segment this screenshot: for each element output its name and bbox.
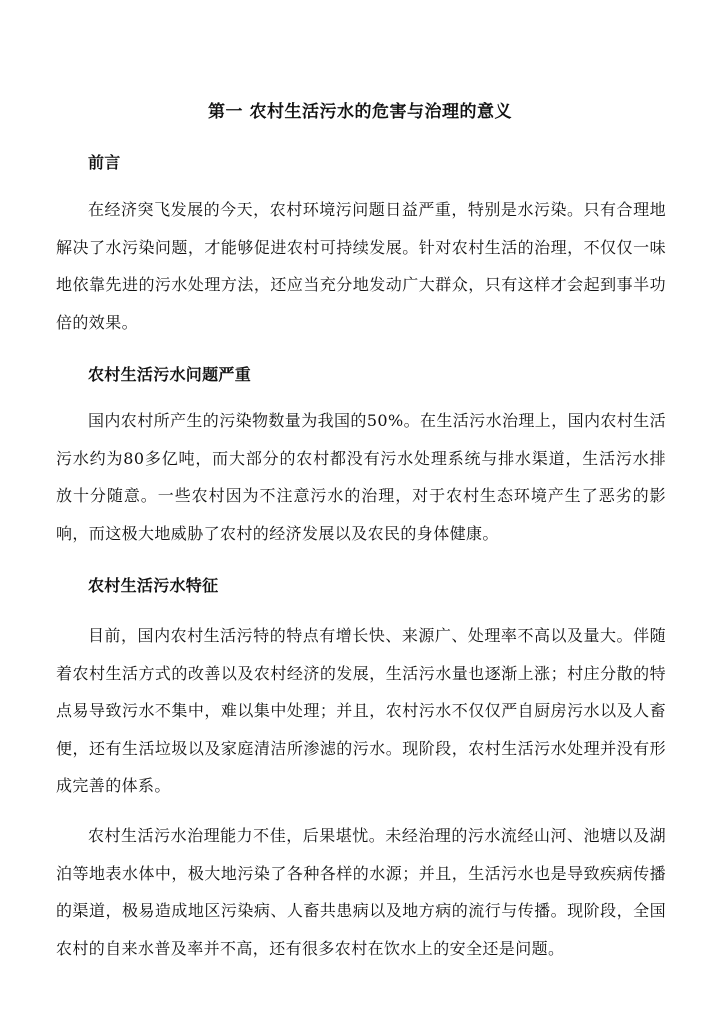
section-heading-features: 农村生活污水特征 [88, 576, 219, 595]
section-heading-problem: 农村生活污水问题严重 [88, 365, 252, 384]
paragraph-problem: 国内农村所产生的污染物数量为我国的50%。在生活污水治理上，国内农村生活污水约为80多亿吨，而大部分的农村都没有污水处理系统与排水渠道，生活污水排放十分随意。一些农村因为不注意污水的治理，对于农村生态环境产生了恶劣的影响，而这极大地威胁了农村的经济发展以及农民的身体健康。 [56, 411, 666, 543]
paragraph-features-1: 目前，国内农村生活污特的特点有增长快、来源广、处理率不高以及量大。伴随着农村生活方式的改善以及农村经济的发展，生活污水量也逐渐上涨；村庄分散的特点易导致污水不集中，难以集中处理；并且，农村污水不仅仅严自厨房污水以及人畜便，还有生活垃圾以及家庭清洁所渗滤的污水。现阶段，农村生活污水处理并没有形成完善的体系。 [56, 626, 666, 795]
paragraph-features-2: 农村生活污水治理能力不佳，后果堪忧。未经治理的污水流经山河、池塘以及湖泊等地表水体中，极大地污染了各种各样的水源；并且，生活污水也是导致疾病传播的渠道，极易造成地区污染病、人畜共患病以及地方病的流行与传播。现阶段，全国农村的自来水普及率并不高，还有很多农村在饮水上的安全还是问题。 [56, 826, 666, 958]
document-title: 第一 农村生活污水的危害与治理的意义 [208, 102, 512, 122]
paragraph-preface: 在经济突飞发展的今天，农村环境污问题日益严重，特别是水污染。只有合理地解决了水污染问题，才能够促进农村可持续发展。针对农村生活的治理，不仅仅一味地依靠先进的污水处理方法，还应当充分地发动广大群众，只有这样才会起到事半功倍的效果。 [56, 200, 666, 332]
section-heading-preface: 前言 [88, 153, 121, 172]
